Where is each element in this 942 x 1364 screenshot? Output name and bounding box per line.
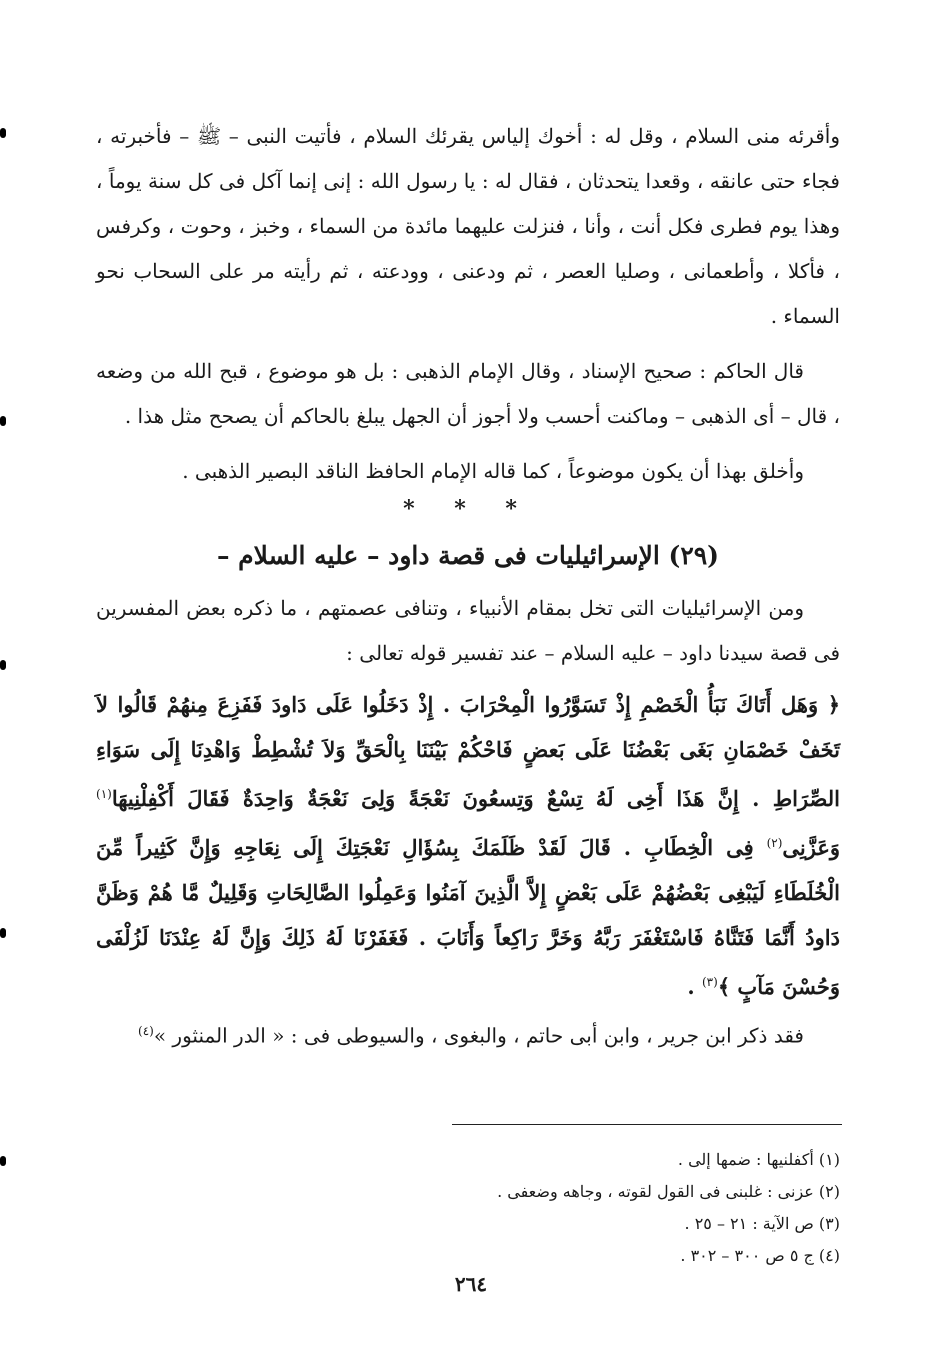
sources-text: فقد ذكر ابن جرير ، وابن أبى حاتم ، والبغوى ، والسيوطى فى : « الدر المنثور » <box>153 1023 804 1048</box>
footnote-ref-2: (٢) <box>766 836 783 850</box>
scan-mark <box>0 928 6 938</box>
quran-verse <box>96 682 840 1009</box>
scan-mark <box>0 1156 6 1166</box>
scan-mark <box>0 416 6 426</box>
footnote-ref-4: (٤) <box>138 1024 154 1038</box>
page-number: ٢٦٤ <box>454 1272 488 1296</box>
footnote-1: (١) أكفلنيها : ضمها إلى . <box>677 1150 840 1169</box>
footnote-3: (٣) ص الآية : ٢١ – ٢٥ . <box>684 1214 840 1233</box>
scan-mark <box>0 660 6 670</box>
footnote-ref-1: (١) <box>96 787 112 801</box>
paragraph-intro-david: ومن الإسرائيليات التى تخل بمقام الأنبياء ، وتنافى عصمتهم ، ما ذكره بعض المفسرين فى قصة سيدنا داود – عليه السلام – عند تفسير قوله تعالى : <box>96 596 840 665</box>
main-text <box>96 114 840 1059</box>
footnote-ref-3: (٣) <box>701 975 718 989</box>
quran-text-part-1: ﴿ وَهَل أَتَاكَ نَبَأُ الْخَصْمِ إِذْ تَسَوَّرُوا الْمِحْرَابَ . إِذْ دَخَلُوا عَلَى دَاودَ فَفَزِعَ مِنهُمْ قَالُوا لاَ تَخَفْ خَصْمَانِ بَغَى بَعْضُنَا عَلَى بَعضٍ فَاحْكُمْ بَيْنَنَا بِالْحَقِّ وَلاَ تُشْطِطْ وَاهْدِنَا إِلَى سَوَاءِ الصِّرَاطِ . إِنَّ هَذَا أَخِى لَهُ تِسْعٌ وَتِسعُونَ نَعْجَةً وَلِىَ نَعْجَةٌ وَاحِدَةٌ فَقَالَ أَكْفِلْنِيهَا <box>96 692 840 811</box>
paragraph-hakim-dhahabi: قال الحاكم : صحيح الإسناد ، وقال الإمام الذهبى : بل هو موضوع ، قبح الله من وضعه ، قال – أى الذهبى – وماكنت أحسب ولا أجوز أن الجهل يبلغ بالحاكم أن يصحح مثل هذا . <box>96 359 840 428</box>
section-separator: * * * <box>403 496 533 522</box>
paragraph-elias-story: وأقرئه منى السلام ، وقل له : أخوك إلياس يقرئك السلام ، فأتيت النبى – ﷺ – فأخبرته ، فجاء حتى عانقه ، وقعدا يتحدثان ، فقال له : يا رسول الله : إنى إنما آكل فى كل سنة يوماً ، وهذا يوم فطرى فكل أنت ، وأنا ، فنزلت عليهما مائدة من السماء ، وخبز ، وحوت ، وكرفس ، فأكلا ، وأطعمانى ، وصليا العصر ، ثم ودعنى ، وودعته ، ثم رأيته مر على السحاب نحو السماء . <box>96 124 840 328</box>
quran-text-part-3: فِى الْخِطَابِ . قَالَ لَقَدْ ظَلَمَكَ بِسُؤَالِ نَعْجَتِكَ إِلَى نِعَاجِهِ وَإِنَّ كَثِيراً مِّنَ الْخُلَطَاءِ لَيَبْغِى بَعْضُهُمْ عَلَى بَعْضٍ إِلاَّ الَّذِينَ آمَنُوا وَعَمِلُوا الصَّالِحَاتِ وَقَلِيلٌ مَّا هُمْ وَظَنَّ دَاودُ أَنَّمَا فَتَنَّاهُ فَاسْتَغْفَرَ رَبَّهُ وَخَرَّ رَاكِعاً وَأَنَابَ . فَغَفَرْنَا لَهُ ذَلِكَ وَإِنَّ لَهُ عِنْدَنَا لَزُلْفَى وَحُسْنَ مَآبٍ ﴾ <box>96 835 840 999</box>
section-heading: (٢٩) الإسرائيليات فى قصة داود – عليه السلام – <box>216 541 720 570</box>
footnotes <box>96 1144 840 1272</box>
quran-text-part-2: وَعَزَّنِى <box>782 835 840 860</box>
paragraph-fabricated: وأخلق بهذا أن يكون موضوعاً ، كما قاله الإمام الحافظ الناقد البصير الذهبى . <box>182 459 804 483</box>
quran-end-period: . <box>687 974 695 999</box>
footnote-4: (٤) ج ٥ ص ٣٠٠ – ٣٠٢ . <box>680 1246 840 1265</box>
footnote-2: (٢) عزنى : غلبنى فى القول لقوته ، وجاهه وضعفى . <box>497 1182 840 1201</box>
paragraph-sources <box>96 1009 840 1059</box>
scan-mark <box>0 128 6 138</box>
footnote-divider <box>452 1124 842 1125</box>
